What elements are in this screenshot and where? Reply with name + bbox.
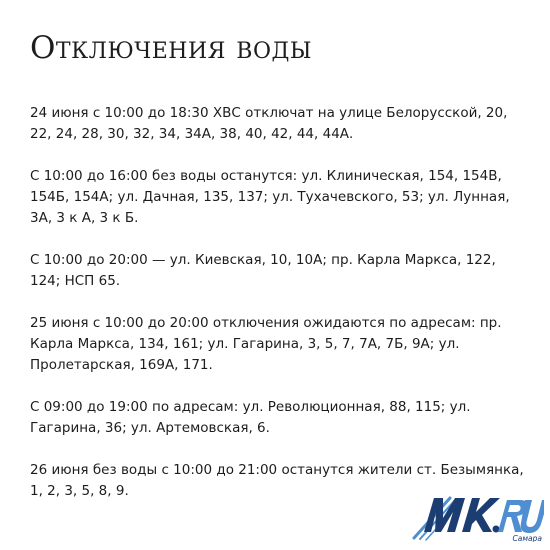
mk-ru-logo [410,492,544,542]
page-title: Отключения воды [30,30,313,66]
paragraph: С 10:00 до 20:00 — ул. Киевская, 10, 10А; пр. Карла Маркса, 122, 124; НСП 65. [30,252,496,289]
logo-region-label: Самара [512,534,542,542]
paragraph: 24 июня с 10:00 до 18:30 ХВС отключат на улице Белорусской, 20, 22, 24, 28, 30, 32, 34, 34А, 38, 40, 42, 44, 44А. [30,105,508,142]
paragraph: С 10:00 до 16:00 без воды останутся: ул. Клиническая, 154, 154В, 154Б, 154А; ул. Дачная, 135, 137; ул. Тухачевского, 53; ул. Лунная, 3А, 3 к А, 3 к Б. [30,168,510,226]
paragraph: 25 июня с 10:00 до 20:00 отключения ожидаются по адресам: пр. Карла Маркса, 134, 161; ул. Гагарина, 3, 5, 7, 7А, 7Б, 9А; ул. Пролетарская, 169А, 171. [30,315,502,373]
paragraph: 26 июня без воды с 10:00 до 21:00 останутся жители ст. Безымянка, 1, 2, 3, 5, 8, 9. [30,462,524,499]
article-body [30,103,525,523]
paragraph: С 09:00 до 19:00 по адресам: ул. Революционная, 88, 115; ул. Гагарина, 36; ул. Артемовская, 6. [30,399,471,436]
logo-letter-u [521,500,544,533]
